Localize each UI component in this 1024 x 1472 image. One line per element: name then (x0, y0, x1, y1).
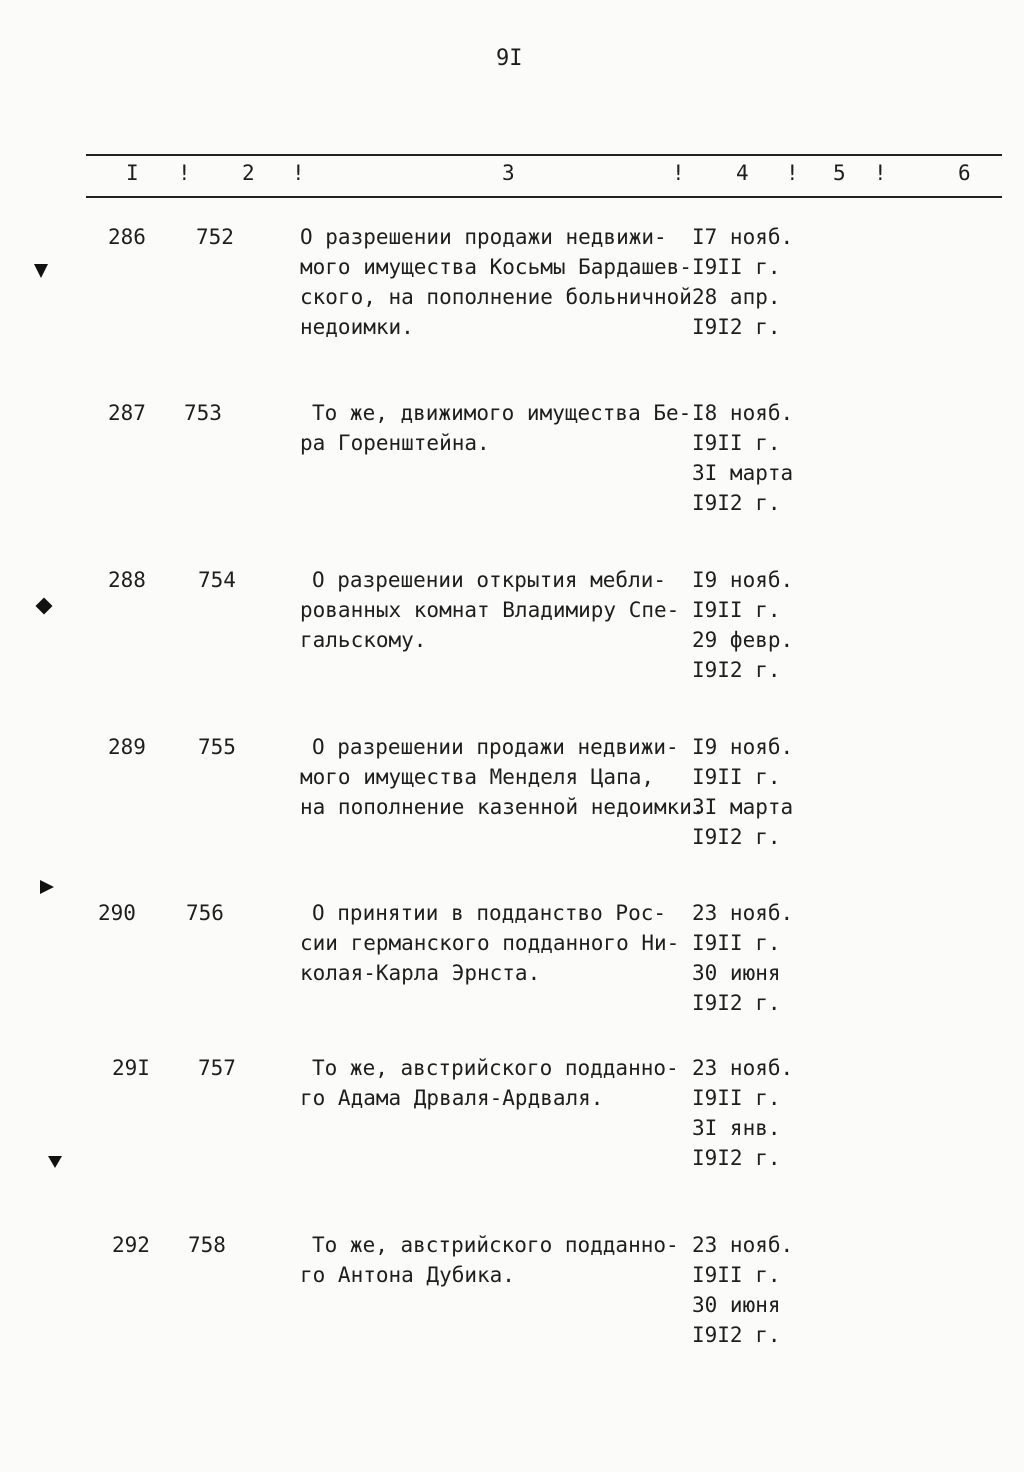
file-number: 752 (196, 225, 234, 249)
date-line: I9II г. (692, 1086, 781, 1110)
date-line: I9I2 г. (692, 491, 781, 515)
date-line: I9I2 г. (692, 658, 781, 682)
description-line: на пополнение казенной недоимки. (300, 795, 705, 819)
description-line: го Антона Дубика. (300, 1263, 515, 1287)
file-number: 755 (198, 735, 236, 759)
table-top-rule (86, 154, 1002, 156)
date-line: I9I2 г. (692, 991, 781, 1015)
file-number: 754 (198, 568, 236, 592)
description-line: О принятии в подданство Рос- (312, 901, 667, 925)
dates (692, 898, 832, 1018)
date-line: I9II г. (692, 598, 781, 622)
description-line: недоимки. (300, 315, 414, 339)
date-line: I9II г. (692, 765, 781, 789)
dates (692, 1053, 832, 1173)
binding-hole-mark (36, 598, 53, 615)
description-line: колая-Карла Эрнста. (300, 961, 541, 985)
description (300, 565, 679, 655)
header-separator: ! (178, 161, 191, 185)
date-line: 30 июня (692, 1293, 781, 1317)
page-number: 9I (496, 46, 523, 71)
row-number: 292 (112, 1233, 150, 1257)
date-line: 3I янв. (692, 1116, 781, 1140)
dates (692, 732, 832, 852)
date-line: I9I2 г. (692, 1323, 781, 1347)
description-line: сии германского подданного Ни- (300, 931, 680, 955)
binding-hole-mark (34, 264, 48, 278)
description-line: О разрешении открытия мебли- (312, 568, 667, 592)
file-number: 753 (184, 401, 222, 425)
description (300, 1053, 679, 1113)
description-line: То же, движимого имущества Бе- (312, 401, 692, 425)
date-line: 23 нояб. (692, 1056, 794, 1080)
date-line: 30 июня (692, 961, 781, 985)
description-line: О разрешении продажи недвижи- (300, 225, 667, 249)
description-line: рованных комнат Владимиру Спе- (300, 598, 680, 622)
description-line: То же, австрийского подданно- (312, 1056, 679, 1080)
row-number: 290 (98, 901, 136, 925)
description (300, 732, 705, 822)
date-line: I9I2 г. (692, 315, 781, 339)
dates (692, 1230, 832, 1350)
date-line: I7 нояб. (692, 225, 794, 249)
description-line: О разрешении продажи недвижи- (312, 735, 679, 759)
binding-hole-mark (48, 1156, 62, 1168)
description (300, 222, 692, 342)
date-line: 23 нояб. (692, 901, 794, 925)
date-line: I8 нояб. (692, 401, 794, 425)
table-header-rule (86, 196, 1002, 198)
date-line: I9II г. (692, 931, 781, 955)
header-col-5: 5 (833, 161, 846, 185)
header-col-1: I (126, 161, 139, 185)
description-line: ра Горенштейна. (300, 431, 490, 455)
dates (692, 398, 832, 518)
date-line: 29 февр. (692, 628, 794, 652)
file-number: 758 (188, 1233, 226, 1257)
row-number: 288 (108, 568, 146, 592)
dates (692, 222, 832, 342)
date-line: 28 апр. (692, 285, 781, 309)
row-number: 29I (112, 1056, 150, 1080)
header-separator: ! (786, 161, 799, 185)
date-line: I9II г. (692, 255, 781, 279)
file-number: 757 (198, 1056, 236, 1080)
header-separator: ! (292, 161, 305, 185)
date-line: 23 нояб. (692, 1233, 794, 1257)
description-line: То же, австрийского подданно- (312, 1233, 679, 1257)
description-line: мого имущества Косьмы Бардашев- (300, 255, 692, 279)
header-col-2: 2 (242, 161, 255, 185)
description (300, 1230, 679, 1290)
header-col-3: 3 (502, 161, 515, 185)
date-line: I9II г. (692, 431, 781, 455)
row-number: 287 (108, 401, 146, 425)
description-line: гальскому. (300, 628, 427, 652)
date-line: I9I2 г. (692, 825, 781, 849)
date-line: 3I марта (692, 461, 794, 485)
description-line: мого имущества Менделя Цапа, (300, 765, 655, 789)
description-line: ского, на пополнение больничной (300, 285, 692, 309)
row-number: 289 (108, 735, 146, 759)
description (300, 898, 679, 988)
header-col-6: 6 (958, 161, 971, 185)
date-line: I9I2 г. (692, 1146, 781, 1170)
description-line: го Адама Дрваля-Ардваля. (300, 1086, 604, 1110)
dates (692, 565, 832, 685)
row-number: 286 (108, 225, 146, 249)
binding-hole-mark (40, 880, 54, 894)
file-number: 756 (186, 901, 224, 925)
date-line: I9 нояб. (692, 735, 794, 759)
date-line: I9 нояб. (692, 568, 794, 592)
date-line: 3I марта (692, 795, 794, 819)
header-col-4: 4 (736, 161, 749, 185)
header-separator: ! (874, 161, 887, 185)
date-line: I9II г. (692, 1263, 781, 1287)
header-separator: ! (672, 161, 685, 185)
description (300, 398, 691, 458)
